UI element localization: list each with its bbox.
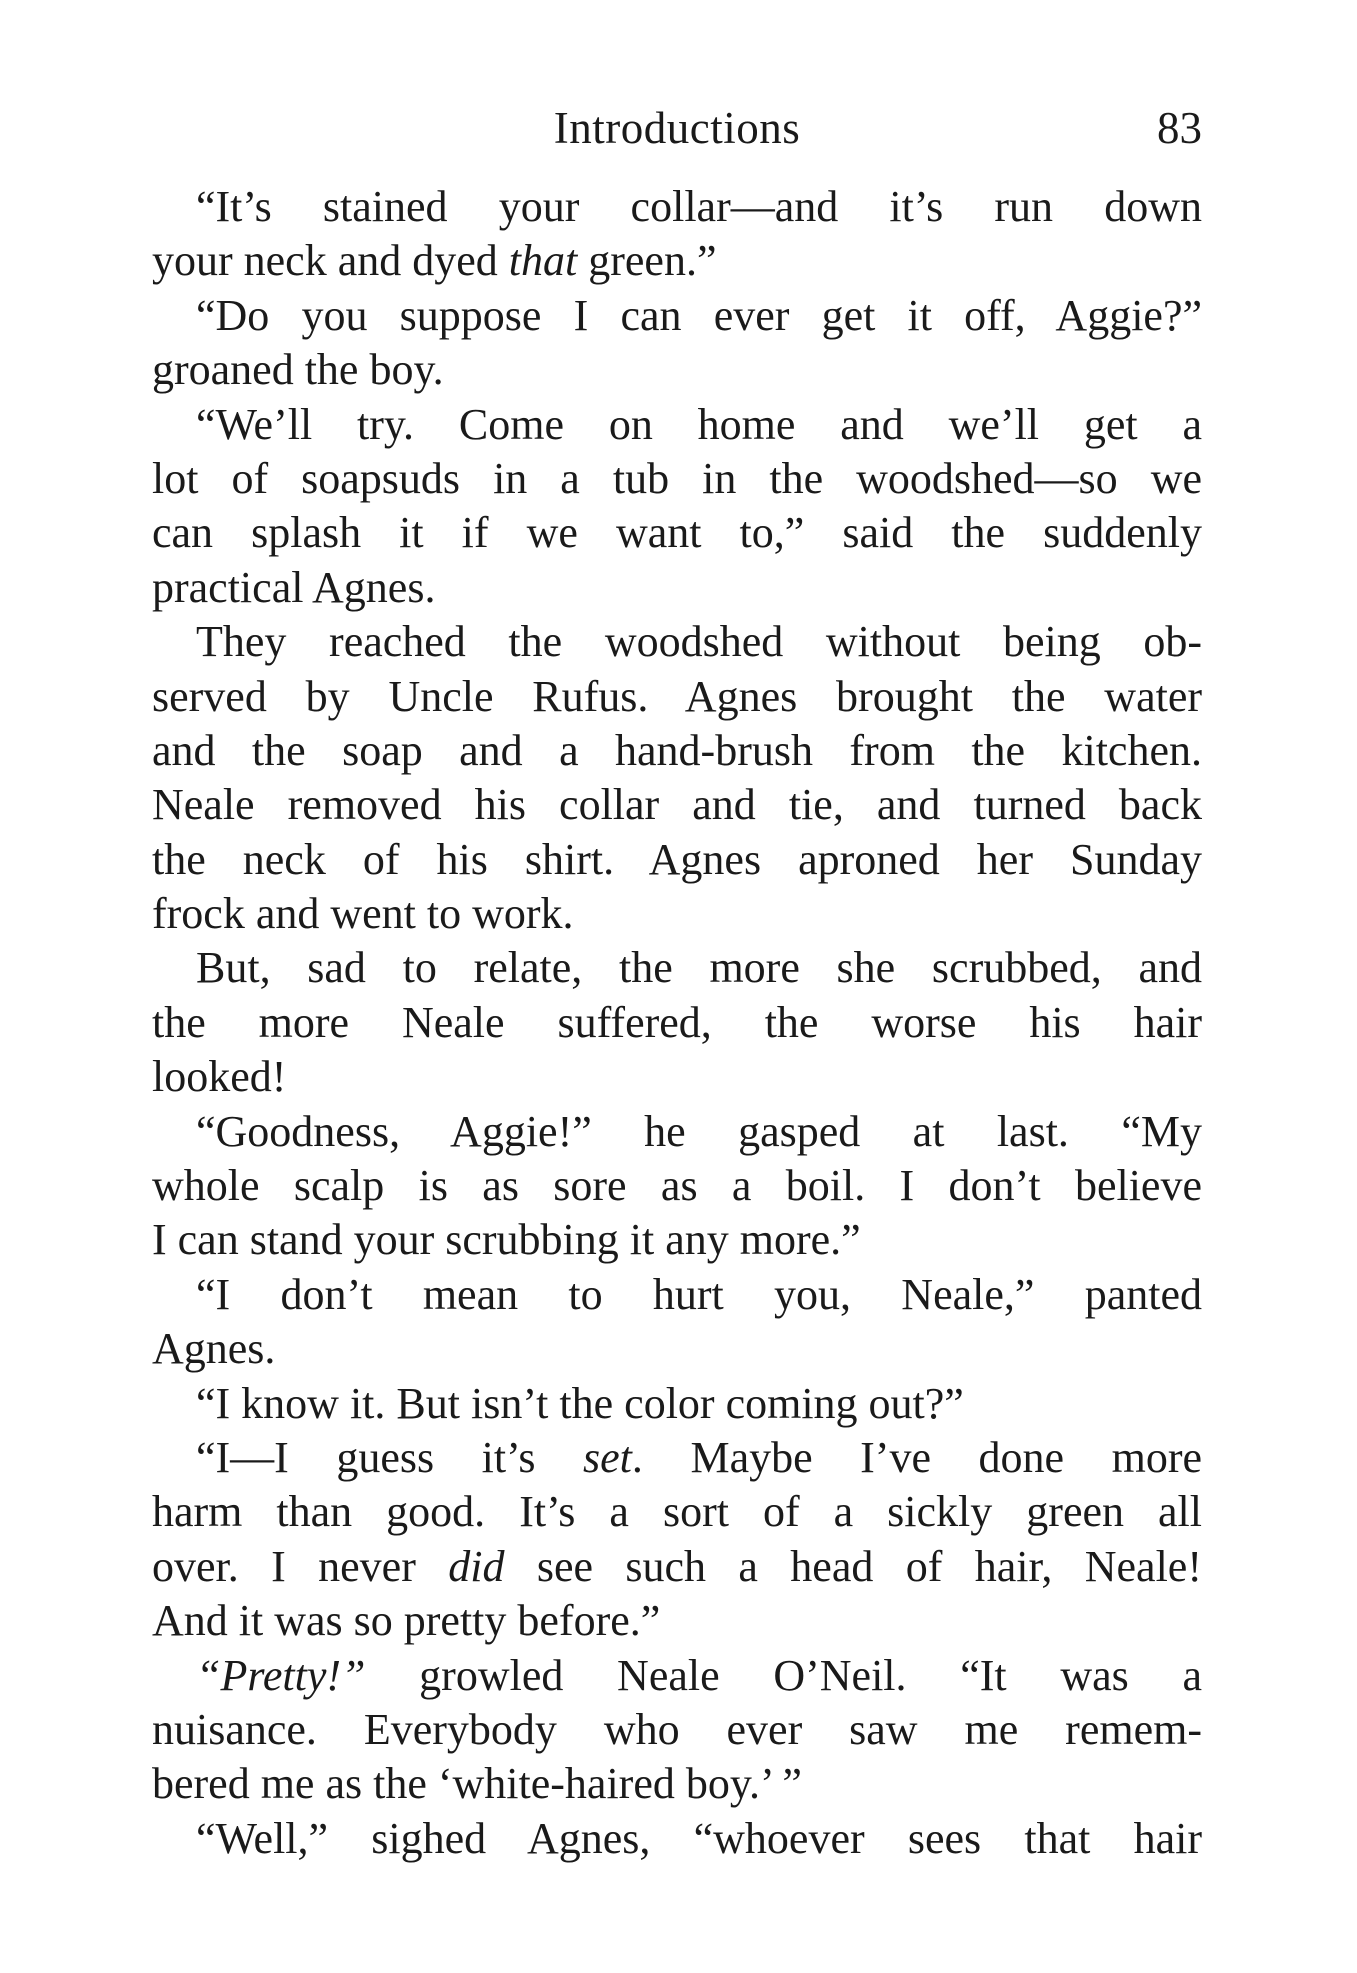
text-line	[152, 1540, 1202, 1594]
text-segment: Neale removed his collar and tie, and turned back	[152, 780, 1202, 830]
italic-text: “Pretty!”	[196, 1650, 366, 1700]
book-page	[152, 96, 1202, 1866]
text-line	[152, 778, 1202, 832]
text-segment: can splash it if we want to,” said the suddenly	[152, 508, 1202, 558]
text-line	[152, 1431, 1202, 1485]
text-segment: “Well,” sighed Agnes, “whoever sees that hair	[196, 1813, 1202, 1863]
text-segment: the neck of his shirt. Agnes aproned her Sunday	[152, 834, 1202, 884]
text-segment: bered me as the ‘white-haired boy.’ ”	[152, 1759, 802, 1809]
text-segment: nuisance. Everybody who ever saw me remem-	[152, 1704, 1202, 1754]
chapter-title: Introductions	[553, 103, 801, 153]
text-line	[152, 1757, 1202, 1811]
italic-text: that	[508, 236, 578, 286]
text-line	[152, 1105, 1202, 1159]
text-line	[152, 1268, 1202, 1322]
text-segment: green.”	[577, 236, 717, 286]
text-segment: and the soap and a hand-brush from the kitchen.	[152, 725, 1202, 775]
text-line	[152, 724, 1202, 778]
italic-text: did	[448, 1541, 505, 1591]
text-segment: . Maybe I’ve done more	[631, 1432, 1203, 1482]
text-segment: “Goodness, Aggie!” he gasped at last. “My	[196, 1106, 1202, 1156]
text-line	[152, 1812, 1202, 1866]
text-line	[152, 996, 1202, 1050]
text-line	[152, 1703, 1202, 1757]
text-segment: the more Neale suffered, the worse his hair	[152, 997, 1202, 1047]
text-segment: “I know it. But isn’t the color coming out?”	[196, 1378, 964, 1428]
text-line	[152, 398, 1202, 452]
text-segment: “I don’t mean to hurt you, Neale,” panted	[196, 1269, 1202, 1319]
text-segment: “It’s stained your collar—and it’s run down	[196, 182, 1202, 231]
text-line	[152, 180, 1202, 234]
text-line	[152, 343, 1202, 397]
text-line	[152, 1377, 1202, 1431]
text-segment: groaned the boy.	[152, 345, 444, 395]
text-line	[152, 887, 1202, 941]
text-segment: looked!	[152, 1052, 287, 1102]
text-segment: lot of soapsuds in a tub in the woodshed—so we	[152, 453, 1202, 503]
text-segment: “I—I guess it’s	[196, 1432, 584, 1482]
text-line	[152, 506, 1202, 560]
body-text	[152, 180, 1202, 1866]
text-segment: practical Agnes.	[152, 562, 436, 612]
italic-text: set	[583, 1432, 632, 1482]
text-line	[152, 1159, 1202, 1213]
text-segment: Agnes.	[152, 1324, 276, 1374]
text-segment: harm than good. It’s a sort of a sickly green all	[152, 1487, 1202, 1537]
text-segment: “We’ll try. Come on home and we’ll get a	[196, 399, 1202, 449]
text-line	[152, 289, 1202, 343]
text-line	[152, 941, 1202, 995]
text-segment: And it was so pretty before.”	[152, 1596, 661, 1646]
running-header	[152, 96, 1202, 160]
text-segment: growled Neale O’Neil. “It was a	[365, 1650, 1202, 1700]
text-line	[152, 670, 1202, 724]
text-line	[152, 1322, 1202, 1376]
text-segment: They reached the woodshed without being ob-	[196, 617, 1202, 667]
text-segment: whole scalp is as sore as a boil. I don’t believe	[152, 1161, 1202, 1211]
text-line	[152, 234, 1202, 288]
text-segment: served by Uncle Rufus. Agnes brought the water	[152, 671, 1202, 721]
text-segment: over. I never	[152, 1541, 449, 1591]
text-line	[152, 1485, 1202, 1539]
text-segment: your neck and dyed	[152, 236, 509, 286]
text-line	[152, 1594, 1202, 1648]
text-line	[152, 615, 1202, 669]
text-line	[152, 833, 1202, 887]
text-segment: frock and went to work.	[152, 889, 574, 939]
text-segment: But, sad to relate, the more she scrubbed, and	[196, 943, 1202, 993]
text-line	[152, 1050, 1202, 1104]
text-line	[152, 561, 1202, 615]
text-line	[152, 1649, 1202, 1703]
text-segment: see such a head of hair, Neale!	[504, 1541, 1202, 1591]
text-segment: I can stand your scrubbing it any more.”	[152, 1215, 861, 1265]
text-line	[152, 1213, 1202, 1267]
text-line	[152, 452, 1202, 506]
text-segment: “Do you suppose I can ever get it off, Aggie?”	[196, 290, 1202, 340]
page-number: 83	[1157, 103, 1202, 153]
